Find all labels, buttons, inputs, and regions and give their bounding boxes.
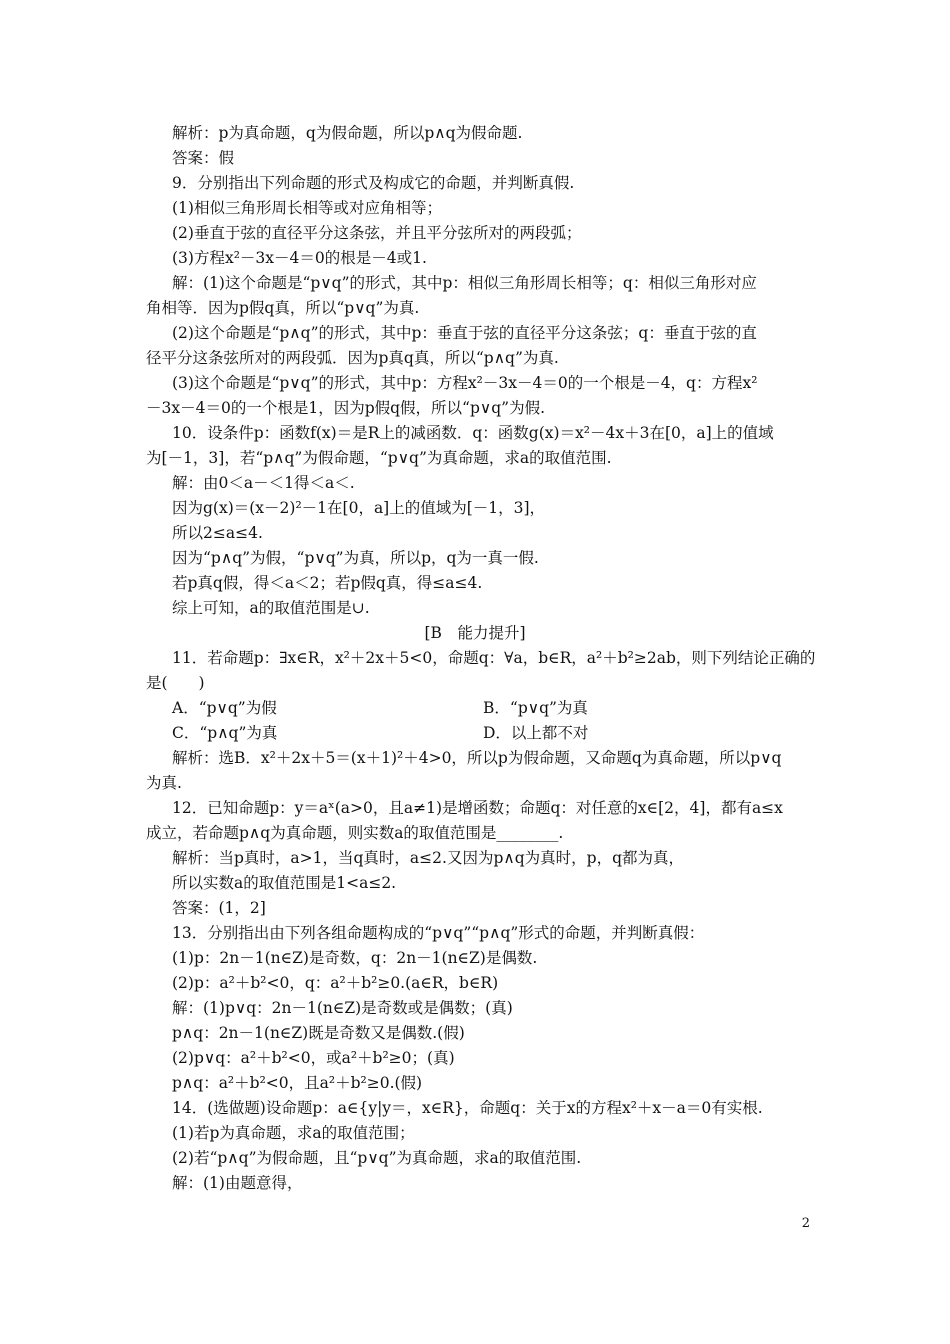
- text-line: (2)这个命题是“p∧q”的形式，其中p：垂直于弦的直径平分这条弦；q：垂直于弦的直: [172, 324, 757, 342]
- text-line: (1)相似三角形周长相等或对应角相等；: [172, 199, 442, 217]
- text-line: (2)若“p∧q”为假命题，且“p∨q”为真命题，求a的取值范围.: [172, 1149, 582, 1167]
- text-line: 若p真q假，得＜a＜2；若p假q真，得≤a≤4.: [172, 574, 483, 592]
- text-line: 解析：当p真时，a>1，当q真时，a≤2.又因为p∧q为真时，p，q都为真，: [172, 849, 684, 867]
- text-line: 为真.: [146, 774, 182, 792]
- text-line: 12．已知命题p：y＝aˣ(a>0，且a≠1)是增函数；命题q：对任意的x∈[2，4]，都有a≤x: [172, 799, 783, 817]
- text-line: 13．分别指出由下列各组命题构成的“p∨q”“p∧q”形式的命题，并判断真假：: [172, 924, 705, 942]
- choice-d: D．以上都不对: [483, 724, 589, 742]
- text-line: 解：(1)这个命题是“p∨q”的形式，其中p：相似三角形周长相等；q：相似三角形对应: [172, 274, 757, 292]
- text-line: 解析：选B．x²＋2x＋5＝(x＋1)²＋4>0，所以p为假命题，又命题q为真命题，所以p∨q: [172, 749, 782, 767]
- text-line: 答案：(1，2]: [172, 899, 266, 917]
- section-heading: [B 能力提升]: [424, 624, 526, 642]
- choice-c: C．“p∧q”为真: [172, 724, 278, 742]
- text-line: 解：由0＜a－＜1得＜a＜.: [172, 474, 355, 492]
- text-line: (3)这个命题是“p∨q”的形式，其中p：方程x²－3x－4＝0的一个根是－4，q：方程x²: [172, 374, 758, 392]
- text-line: 因为“p∧q”为假，“p∨q”为真，所以p，q为一真一假.: [172, 549, 539, 567]
- text-line: (3)方程x²－3x－4＝0的根是－4或1.: [172, 249, 427, 267]
- text-line: 径平分这条弦所对的两段弧．因为p真q真，所以“p∧q”为真.: [146, 349, 559, 367]
- text-line: 11．若命题p：∃x∈R，x²＋2x＋5<0，命题q：∀a，b∈R，a²＋b²≥2ab，则下列结论正确的: [172, 649, 816, 667]
- text-line: (2)p：a²＋b²<0，q：a²＋b²≥0.(a∈R，b∈R): [172, 974, 499, 992]
- text-line: 是( ): [146, 674, 205, 692]
- text-line: p∧q：a²＋b²<0，且a²＋b²≥0.(假): [172, 1074, 423, 1092]
- text-line: (2)垂直于弦的直径平分这条弦，并且平分弦所对的两段弧；: [172, 224, 582, 242]
- text-line: 成立，若命题p∧q为真命题，则实数a的取值范围是________.: [146, 824, 564, 842]
- text-line: 所以实数a的取值范围是1<a≤2.: [172, 874, 397, 892]
- text-line: p∧q：2n－1(n∈Z)既是奇数又是偶数.(假): [172, 1024, 465, 1042]
- text-line: 因为g(x)＝(x－2)²－1在[0，a]上的值域为[－1，3]，: [172, 499, 546, 517]
- text-line: 角相等．因为p假q真，所以“p∨q”为真.: [146, 299, 420, 317]
- text-line: (1)p：2n－1(n∈Z)是奇数，q：2n－1(n∈Z)是偶数.: [172, 949, 538, 967]
- text-line: (2)p∨q：a²＋b²<0，或a²＋b²≥0；(真): [172, 1049, 455, 1067]
- choice-row: [0, 696, 950, 720]
- text-line: 解：(1)p∨q：2n－1(n∈Z)是奇数或是偶数；(真): [172, 999, 513, 1017]
- text-line: 解析：p为真命题，q为假命题，所以p∧q为假命题.: [172, 124, 523, 142]
- choice-a: A．“p∨q”为假: [172, 699, 277, 717]
- text-line: 14．(选做题)设命题p：a∈{y|y＝，x∈R}，命题q：关于x的方程x²＋x－a＝0有实根.: [172, 1099, 763, 1117]
- page-number: 2: [801, 1216, 810, 1231]
- text-line: －3x－4＝0的一个根是1，因为p假q假，所以“p∨q”为假.: [146, 399, 545, 417]
- text-line: 所以2≤a≤4.: [172, 524, 263, 542]
- text-line: 10．设条件p：函数f(x)＝是R上的减函数．q：函数g(x)＝x²－4x＋3在[0，a]上的值域: [172, 424, 774, 442]
- text-line: (1)若p为真命题，求a的取值范围；: [172, 1124, 415, 1142]
- text-line: 解：(1)由题意得，: [172, 1174, 303, 1192]
- choice-row: [0, 721, 950, 745]
- text-line: 答案：假: [172, 149, 235, 167]
- choice-b: B．“p∨q”为真: [483, 699, 588, 717]
- text-line: 综上可知，a的取值范围是∪.: [172, 599, 370, 617]
- text-line: 为[－1，3]，若“p∧q”为假命题，“p∨q”为真命题，求a的取值范围.: [146, 449, 612, 467]
- text-line: 9．分别指出下列命题的形式及构成它的命题，并判断真假.: [172, 174, 575, 192]
